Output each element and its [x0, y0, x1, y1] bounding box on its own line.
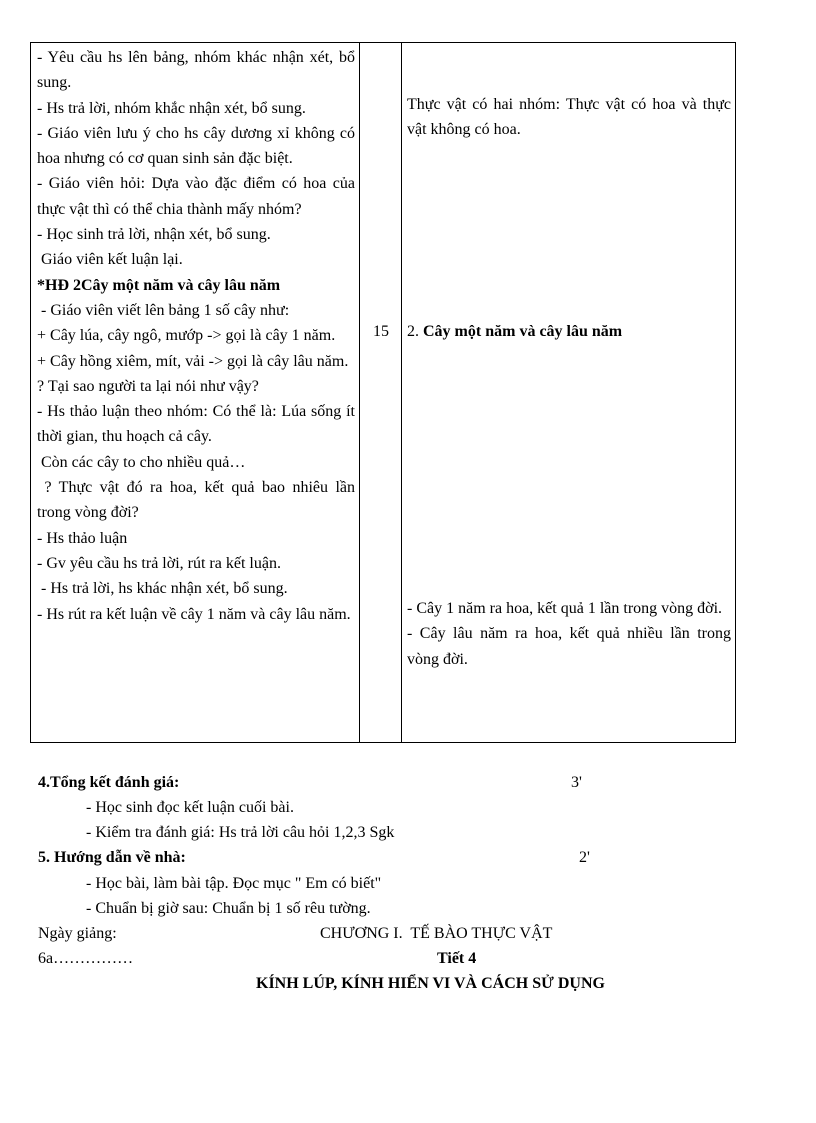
activity-line: ? Thực vật đó ra hoa, kết quả bao nhiêu lần trong vòng đời?	[37, 479, 360, 522]
class-label: 6a……………	[38, 950, 134, 967]
section5-item: - Học bài, làm bài tập. Đọc mục " Em có biết"	[86, 875, 382, 892]
table-divider	[359, 43, 360, 742]
content-block-a	[407, 92, 731, 143]
activity-line: - Hs trả lời, nhóm khắc nhận xét, bổ sung.	[37, 99, 306, 117]
activity-heading: *HĐ 2Cây một năm và cây lâu năm	[37, 276, 281, 294]
content-heading-number: 2.	[407, 323, 419, 340]
content-heading-title: Cây một năm và cây lâu năm	[423, 323, 623, 340]
activity-line: - Hs thảo luận	[37, 529, 128, 547]
section4-item: - Kiểm tra đánh giá: Hs trả lời câu hỏi 1,2,3 Sgk	[86, 824, 395, 841]
activity-line: Còn các cây to cho nhiều quả…	[37, 453, 246, 471]
time-cell: 15	[373, 323, 389, 340]
section5-title: 5. Hướng dẫn về nhà:	[38, 849, 186, 866]
content-text: - Cây 1 năm ra hoa, kết quả 1 lần trong vòng đời.	[407, 600, 723, 617]
section4-title: 4.Tổng kết đánh giá:	[38, 774, 180, 791]
content-heading	[407, 319, 731, 344]
section5-time: 2'	[579, 849, 590, 866]
activities-column	[37, 45, 360, 627]
section4-item: - Học sinh đọc kết luận cuối bài.	[86, 799, 294, 816]
section5-item: - Chuẩn bị giờ sau: Chuẩn bị 1 số rêu tường.	[86, 900, 371, 917]
lesson-title: KÍNH LÚP, KÍNH HIỂN VI VÀ CÁCH SỬ DỤNG	[256, 975, 605, 992]
activity-line: Giáo viên kết luận lại.	[37, 251, 183, 269]
lesson-table	[30, 42, 736, 743]
activity-line: ? Tại sao người ta lại nói như vậy?	[37, 377, 259, 395]
activity-line: + Cây lúa, cây ngô, mướp -> gọi là cây 1 năm.	[37, 327, 336, 345]
activity-line: - Hs trả lời, hs khác nhận xét, bổ sung.	[37, 580, 288, 598]
activity-line: - Hs rút ra kết luận về cây 1 năm và cây lâu năm.	[37, 605, 351, 623]
lesson-number: Tiết 4	[437, 950, 477, 967]
activity-line: + Cây hồng xiêm, mít, vải -> gọi là cây lâu năm.	[37, 352, 349, 370]
section4-time: 3'	[571, 774, 582, 791]
content-text: - Cây lâu năm ra hoa, kết quả nhiều lần trong vòng đời.	[407, 625, 731, 668]
activity-line: - Giáo viên lưu ý cho hs cây dương xỉ không có hoa nhưng có cơ quan sinh sản đặc biệt.	[37, 124, 355, 168]
activity-line: - Học sinh trả lời, nhận xét, bổ sung.	[37, 226, 271, 244]
activity-line: - Giáo viên viết lên bảng 1 số cây như:	[37, 301, 290, 319]
content-text: Thực vật có hai nhóm: Thực vật có hoa và thực vật không có hoa.	[407, 96, 731, 139]
date-label: Ngày giảng:	[38, 925, 117, 942]
activity-line: - Giáo viên hỏi: Dựa vào đặc điểm có hoa của thực vật thì có thể chia thành mấy nhóm?	[37, 175, 355, 218]
chapter-title: CHƯƠNG I. TẾ BÀO THỰC VẬT	[320, 925, 553, 942]
activity-line: - Gv yêu cầu hs trả lời, rút ra kết luận.	[37, 554, 281, 572]
activity-line: - Hs thảo luận theo nhóm: Có thể là: Lúa sống ít thời gian, thu hoạch cả cây.	[37, 403, 355, 446]
table-divider	[401, 43, 402, 742]
activity-line: - Yêu cầu hs lên bảng, nhóm khác nhận xét, bổ sung.	[37, 49, 355, 92]
content-block-c	[407, 596, 731, 672]
